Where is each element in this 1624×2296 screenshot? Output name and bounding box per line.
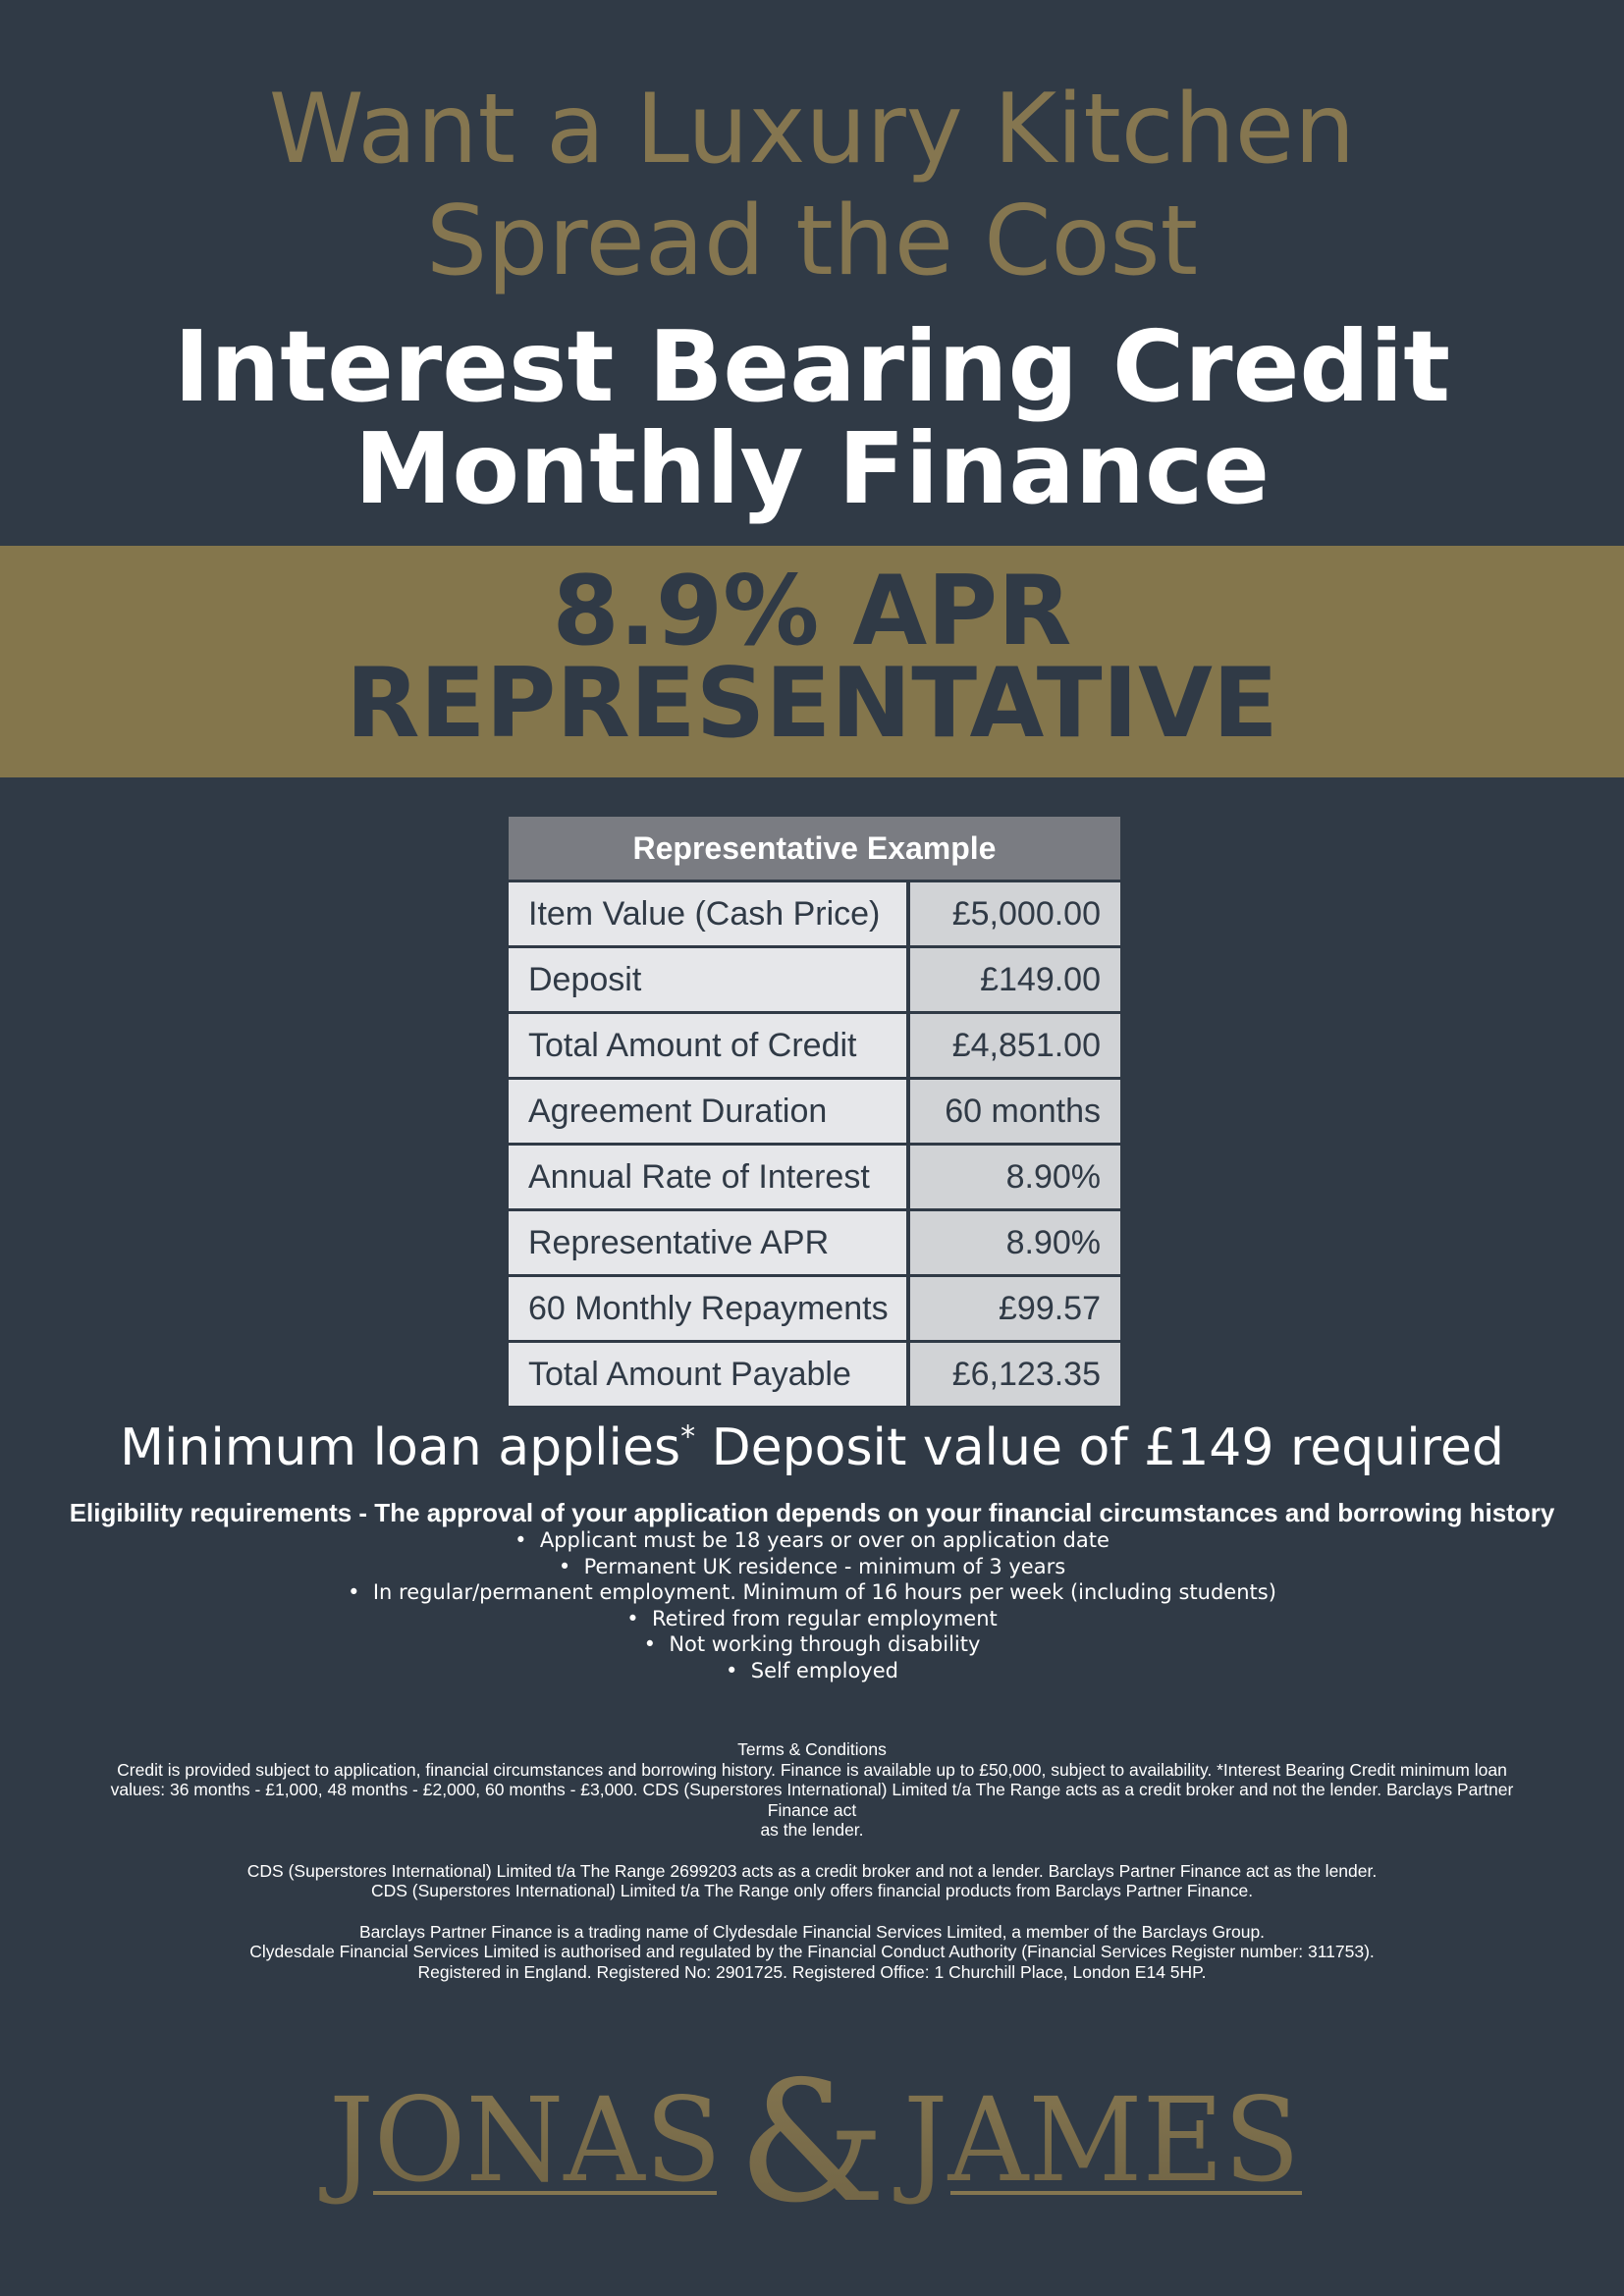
terms-registered-line: Registered in England. Registered No: 2901725. Registered Office: 1 Churchill Place, London E14 5HP. — [417, 1961, 1207, 1982]
terms-fca-line: Clydesdale Financial Services Limited is authorised and regulated by the Financial Conduct Authority (Financial Services Register number: 311753). — [249, 1942, 1375, 1961]
terms-title: Terms & Conditions — [737, 1739, 887, 1759]
row-value: 8.90% — [910, 1146, 1120, 1208]
row-value: 60 months — [910, 1080, 1120, 1143]
row-label: Item Value (Cash Price) — [509, 882, 910, 945]
list-item: • Retired from regular employment — [0, 1606, 1624, 1632]
eligibility-heading: Eligibility requirements - The approval of your application depends on your financial circumstances and borrowing history — [69, 1498, 1555, 1527]
minimum-loan-text: Minimum loan applies — [120, 1418, 681, 1477]
terms-paragraph-credit-tail: as the lender. — [760, 1820, 864, 1840]
row-label: Deposit — [509, 948, 910, 1011]
minimum-loan-asterisk: * — [680, 1419, 696, 1455]
table-row — [509, 1211, 1120, 1277]
row-value: £99.57 — [910, 1277, 1120, 1340]
terms-paragraph-credit: Credit is provided subject to application, financial circumstances and borrowing history. Finance is available up to £50,000, subject to availability. *Interest Bearing Credit minimum loan values: 36 months - £1,000, 48 months - £2,000, 60 months - £3,000. CDS (Superstores International) Limited t/a The Range acts as a credit broker and not the lender. Barclays Partner Finance act — [110, 1759, 1514, 1820]
table-row — [509, 1080, 1120, 1146]
headline-monthly-finance: Monthly Finance — [353, 411, 1271, 526]
minimum-loan-notice — [0, 1418, 1624, 1477]
jonas-james-logo — [0, 2057, 1624, 2215]
table-row — [509, 948, 1120, 1014]
row-value: £4,851.00 — [910, 1014, 1120, 1077]
deposit-required-text: Deposit value of £149 required — [695, 1418, 1504, 1477]
list-item: • Applicant must be 18 years or over on application date — [0, 1527, 1624, 1554]
row-label: Total Amount of Credit — [509, 1014, 910, 1077]
terms-products-line: CDS (Superstores International) Limited t/a The Range only offers financial products from Barclays Partner Finance. — [370, 1881, 1254, 1900]
list-item: • Self employed — [0, 1658, 1624, 1684]
logo-ampersand: & — [737, 2057, 887, 2215]
apr-rate: 8.9% APR — [552, 556, 1072, 667]
list-item: • In regular/permanent employment. Minimum of 16 hours per week (including students) — [0, 1579, 1624, 1606]
list-item: • Not working through disability — [0, 1631, 1624, 1658]
representative-example-table — [509, 817, 1120, 1406]
terms-broker-line: CDS (Superstores International) Limited t/a The Range 2699203 acts as a credit broker and not a lender. Barclays Partner Finance act as the lender. — [246, 1860, 1378, 1881]
table-title: Representative Example — [509, 817, 1120, 882]
row-value: £6,123.35 — [910, 1343, 1120, 1406]
terms-and-conditions — [108, 1739, 1516, 2002]
table-row — [509, 1146, 1120, 1211]
apr-representative: REPRESENTATIVE — [346, 648, 1278, 760]
row-label: Representative APR — [509, 1211, 910, 1274]
table-row — [509, 882, 1120, 948]
row-value: £149.00 — [910, 948, 1120, 1011]
row-value: 8.90% — [910, 1211, 1120, 1274]
row-label: Annual Rate of Interest — [509, 1146, 910, 1208]
logo-word-jonas: JONAS — [319, 2072, 722, 2208]
row-value: £5,000.00 — [910, 882, 1120, 945]
table-row — [509, 1014, 1120, 1080]
list-item: • Permanent UK residence - minimum of 3 years — [0, 1554, 1624, 1580]
headline-spread-cost: Spread the Cost — [425, 186, 1199, 297]
eligibility-list — [0, 1527, 1624, 1683]
headline-luxury-kitchen: Want a Luxury Kitchen — [268, 74, 1356, 186]
row-label: 60 Monthly Repayments — [509, 1277, 910, 1340]
headline-interest-bearing-credit: Interest Bearing Credit — [173, 309, 1451, 424]
table-row — [509, 1277, 1120, 1343]
logo-word-james: JAMES — [893, 2072, 1300, 2208]
terms-barclays-line: Barclays Partner Finance is a trading name of Clydesdale Financial Services Limited, a member of the Barclays Group. — [358, 1921, 1266, 1942]
table-row — [509, 1343, 1120, 1406]
row-label: Agreement Duration — [509, 1080, 910, 1143]
row-label: Total Amount Payable — [509, 1343, 910, 1406]
